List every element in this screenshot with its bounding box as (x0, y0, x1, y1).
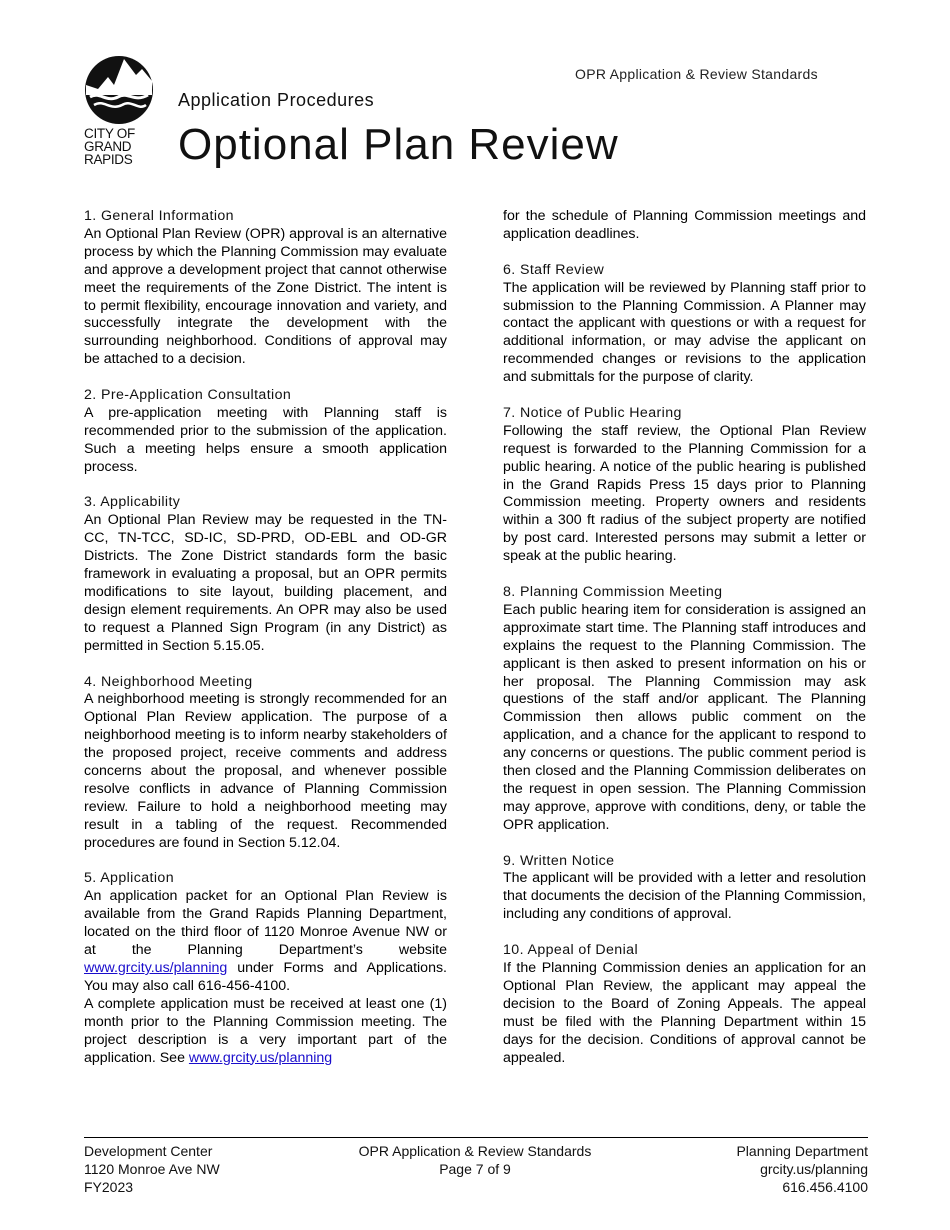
city-logo-icon (84, 55, 154, 125)
section-body: The applicant will be provided with a letter and resolution that documents the decision of the Planning Commission, including any conditions of approval. (503, 870, 866, 923)
footer-divider (84, 1137, 868, 1138)
section-application-continued (503, 208, 866, 244)
section-heading: 7. Notice of Public Hearing (503, 404, 682, 421)
section-general-information (84, 208, 447, 369)
footer-phone: 616.456.4100 (782, 1179, 868, 1195)
footer-page-number: Page 7 of 9 (439, 1161, 511, 1177)
section-heading: 4. Neighborhood Meeting (84, 673, 253, 690)
section-planning-commission-meeting (503, 584, 866, 835)
section-body: An Optional Plan Review may be requested in the TN-CC, TN-TCC, SD-IC, SD-PRD, OD-EBL and OD-GR Districts. The Zone District standards form the basic framework in evaluating a proposal, but an OPR permits modifications to site layout, building placement, and design element requirements. An OPR may also be used to request a Planned Sign Program (in any District) as permitted in Section 5.15.05. (84, 512, 447, 654)
page-subtitle: Application Procedures (178, 90, 375, 110)
right-column (503, 208, 866, 1085)
section-pre-application (84, 387, 447, 477)
application-text-3: A complete application must be received at least one (1) month prior to the Planning Commission meeting. The project description is a very important part of the application. See (84, 995, 447, 1066)
section-body: A pre-application meeting with Planning staff is recommended prior to the submission of the application. Such a meeting helps ensure a smooth application process. (84, 404, 447, 475)
page-title: Optional Plan Review (178, 120, 619, 169)
section-applicability (84, 494, 447, 655)
footer-address: 1120 Monroe Ave NW (84, 1161, 220, 1177)
section-heading: 6. Staff Review (503, 261, 605, 278)
planning-website-link[interactable]: www.grcity.us/planning (84, 960, 228, 976)
section-heading: 5. Application (84, 870, 174, 887)
section-body: A neighborhood meeting is strongly recommended for an Optional Plan Review application. The purpose of a neighborhood meeting is to inform nearby stakeholders of the proposed project, receive comments and address concerns about the proposal, and whenever possible resolve conflicts in advance of Planning Commission review. Failure to hold a neighborhood meeting may result in a tabling of the request. Recommended procedures are found in Section 5.12.04. (84, 691, 447, 851)
section-body: The application will be reviewed by Planning staff prior to submission to the Planning Commission. A Planner may contact the applicant with questions or with a request for additional information, or may advise the applicant on recommended changes or revisions to the application and submittals for the purpose of clarity. (503, 279, 866, 386)
footer-website: grcity.us/planning (760, 1161, 868, 1177)
document-label: OPR Application & Review Standards (575, 66, 818, 82)
left-column (84, 208, 447, 1085)
section-appeal-of-denial (503, 942, 866, 1067)
section-written-notice (503, 853, 866, 925)
section-heading: 3. Applicability (84, 494, 181, 511)
section-heading: 1. General Information (84, 208, 234, 224)
footer-right (640, 1142, 868, 1196)
footer-fiscal-year: FY2023 (84, 1179, 134, 1195)
application-text-2: under Forms and Applications. You may also call 616-456-4100. (84, 960, 447, 994)
city-logo (84, 55, 154, 166)
section-body (84, 996, 447, 1068)
section-body: for the schedule of Planning Commission meetings and application deadlines. (503, 208, 866, 242)
section-notice-of-public-hearing (503, 405, 866, 566)
section-heading: 2. Pre-Application Consultation (84, 387, 292, 404)
section-application (84, 870, 447, 1067)
logo-line-2: GRAND (84, 139, 132, 154)
footer-office: Development Center (84, 1143, 213, 1159)
section-body: An Optional Plan Review (OPR) approval is an alternative process by which the Planning Commission may evaluate and approve a development project that cannot otherwise meet the requirements of the Zone District. The intent is to permit flexibility, encourage innovation and variety, and successfully integrate the development with the surrounding neighborhood. Conditions of approval may be attached to a decision. (84, 225, 447, 368)
footer-document-title: OPR Application & Review Standards (358, 1143, 592, 1159)
section-body: If the Planning Commission denies an application for an Optional Plan Review, the applicant may appeal the decision to the Board of Zoning Appeals. The appeal must be filed with the Planning Department within 15 days for the decision. Conditions of approval cannot be appealed. (503, 959, 866, 1066)
logo-line-1: CITY OF (84, 126, 135, 141)
section-neighborhood-meeting (84, 674, 447, 853)
section-heading: 10. Appeal of Denial (503, 942, 638, 959)
footer-department: Planning Department (736, 1143, 868, 1159)
footer-center (300, 1142, 650, 1178)
footer-left (84, 1142, 220, 1196)
logo-line-3: RAPIDS (84, 152, 133, 167)
planning-schedule-link[interactable]: www.grcity.us/planning (188, 1049, 333, 1066)
section-heading: 8. Planning Commission Meeting (503, 583, 723, 600)
section-body: Following the staff review, the Optional Plan Review request is forwarded to the Planning Commission for a public hearing. A notice of the public hearing is published in the Grand Rapids Press 15 days prior to Planning Commission meeting. Property owners and residents within a 300 ft radius of the subject property are notified by post card. Interested persons may submit a letter or speak at the public hearing. (503, 422, 866, 565)
section-body (84, 888, 447, 995)
section-staff-review (503, 262, 866, 387)
application-text-1: An application packet for an Optional Plan Review is available from the Grand Rapids Planning Department, located on the third floor of 1120 Monroe Avenue NW or at the Planning Department’s website (84, 888, 447, 959)
section-heading: 9. Written Notice (503, 852, 615, 869)
section-body: Each public hearing item for consideration is assigned an approximate start time. The Planning staff introduces and explains the request to the Planning Commission. The applicant is then asked to present information on his or her proposal. The Planning Commission may ask questions of the staff and/or applicant. The Planning Commission then allows public comment on the application, and a chance for the applicant to respond to any concerns or questions. The public comment period is then closed and the Planning Commission deliberates on the request in open session. The Planning Commission may approve, approve with conditions, deny, or table the OPR application. (503, 601, 866, 833)
